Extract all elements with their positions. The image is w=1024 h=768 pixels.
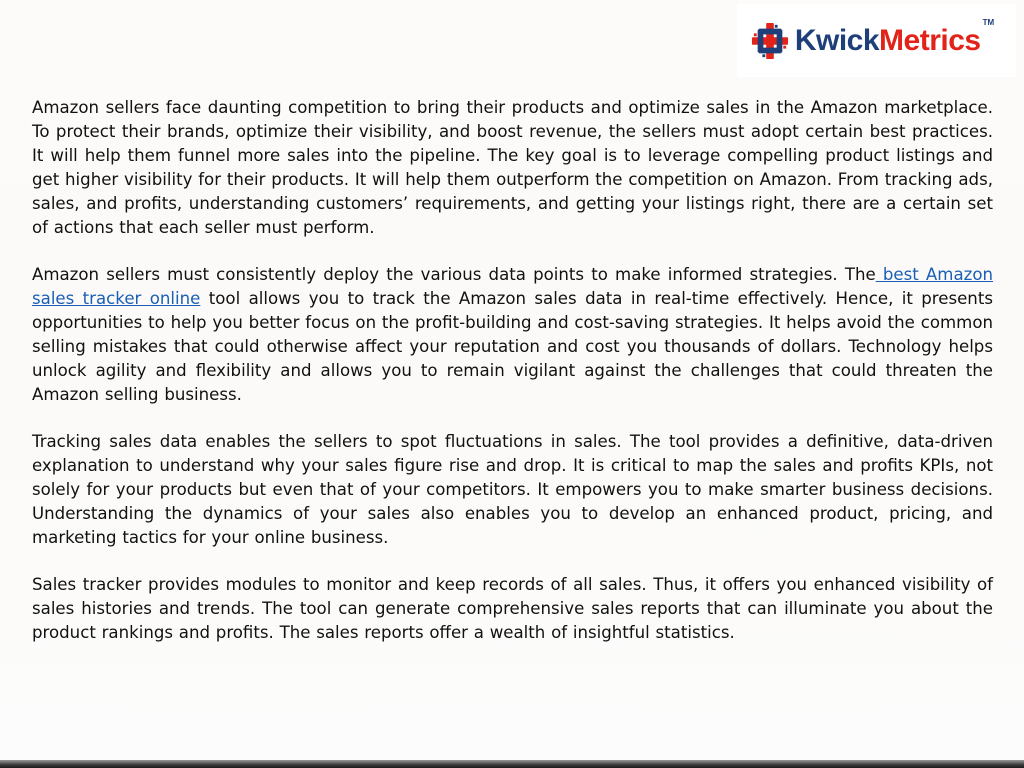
kwickmetrics-logo-icon [751,22,789,60]
paragraph-1: Amazon sellers face daunting competition to bring their products and optimize sales in the Amazon marketplace. To protect their brands, optimize their visibility, and boost revenue, the sellers must adopt certain best practices. It will help them funnel more sales into the pipeline. The key goal is to leverage compelling product listings and get higher visibility for their products. It will help them outperform the competition on Amazon. From tracking ads, sales, and profits, understanding customers’ requirements, and getting your listings right, there are a certain set of actions that each seller must perform. [32,98,993,237]
logo-text-kwick: Kwick [794,23,880,57]
paragraph-3: Tracking sales data enables the sellers to spot fluctuations in sales. The tool provides a definitive, data-driven explanation to understand why your sales figure rise and drop. It is critical to map the sales and profits KPIs, not solely for your products but even that of your competitors. It empowers you to make smarter business decisions. Understanding the dynamics of your sales also enables you to develop an enhanced product, pricing, and marketing tactics for your online business. [32,432,993,547]
paragraph-2 [32,263,993,407]
article-body [32,96,993,668]
paragraph-2-text-after: tool allows you to track the Amazon sales data in real-time effectively. Hence, it presents opportunities to help you better focus on the profit-building and cost-saving strategies. It helps avoid the common selling mistakes that could otherwise affect your reputation and cost you thousands of dollars. Technology helps unlock agility and flexibility and allows you to remain vigilant against the challenges that could threaten the Amazon selling business. [32,289,993,404]
logo-wordmark [794,23,981,57]
paragraph-2-text-before: Amazon sellers must consistently deploy the various data points to make informed strategies. The [32,265,876,284]
sales-tracker-link[interactable]: best Amazon sales tracker online [32,265,993,308]
bottom-border-bar [0,760,1024,768]
logo-text-metrics: Metrics [879,23,981,57]
trademark-symbol: TM [982,17,995,27]
paragraph-4: Sales tracker provides modules to monitor and keep records of all sales. Thus, it offers you enhanced visibility of sales histories and trends. The tool can generate comprehensive sales reports that can illuminate you about the product rankings and profits. The sales reports offer a wealth of insightful statistics. [32,575,993,642]
logo [751,17,995,60]
logo-box [737,4,1016,77]
